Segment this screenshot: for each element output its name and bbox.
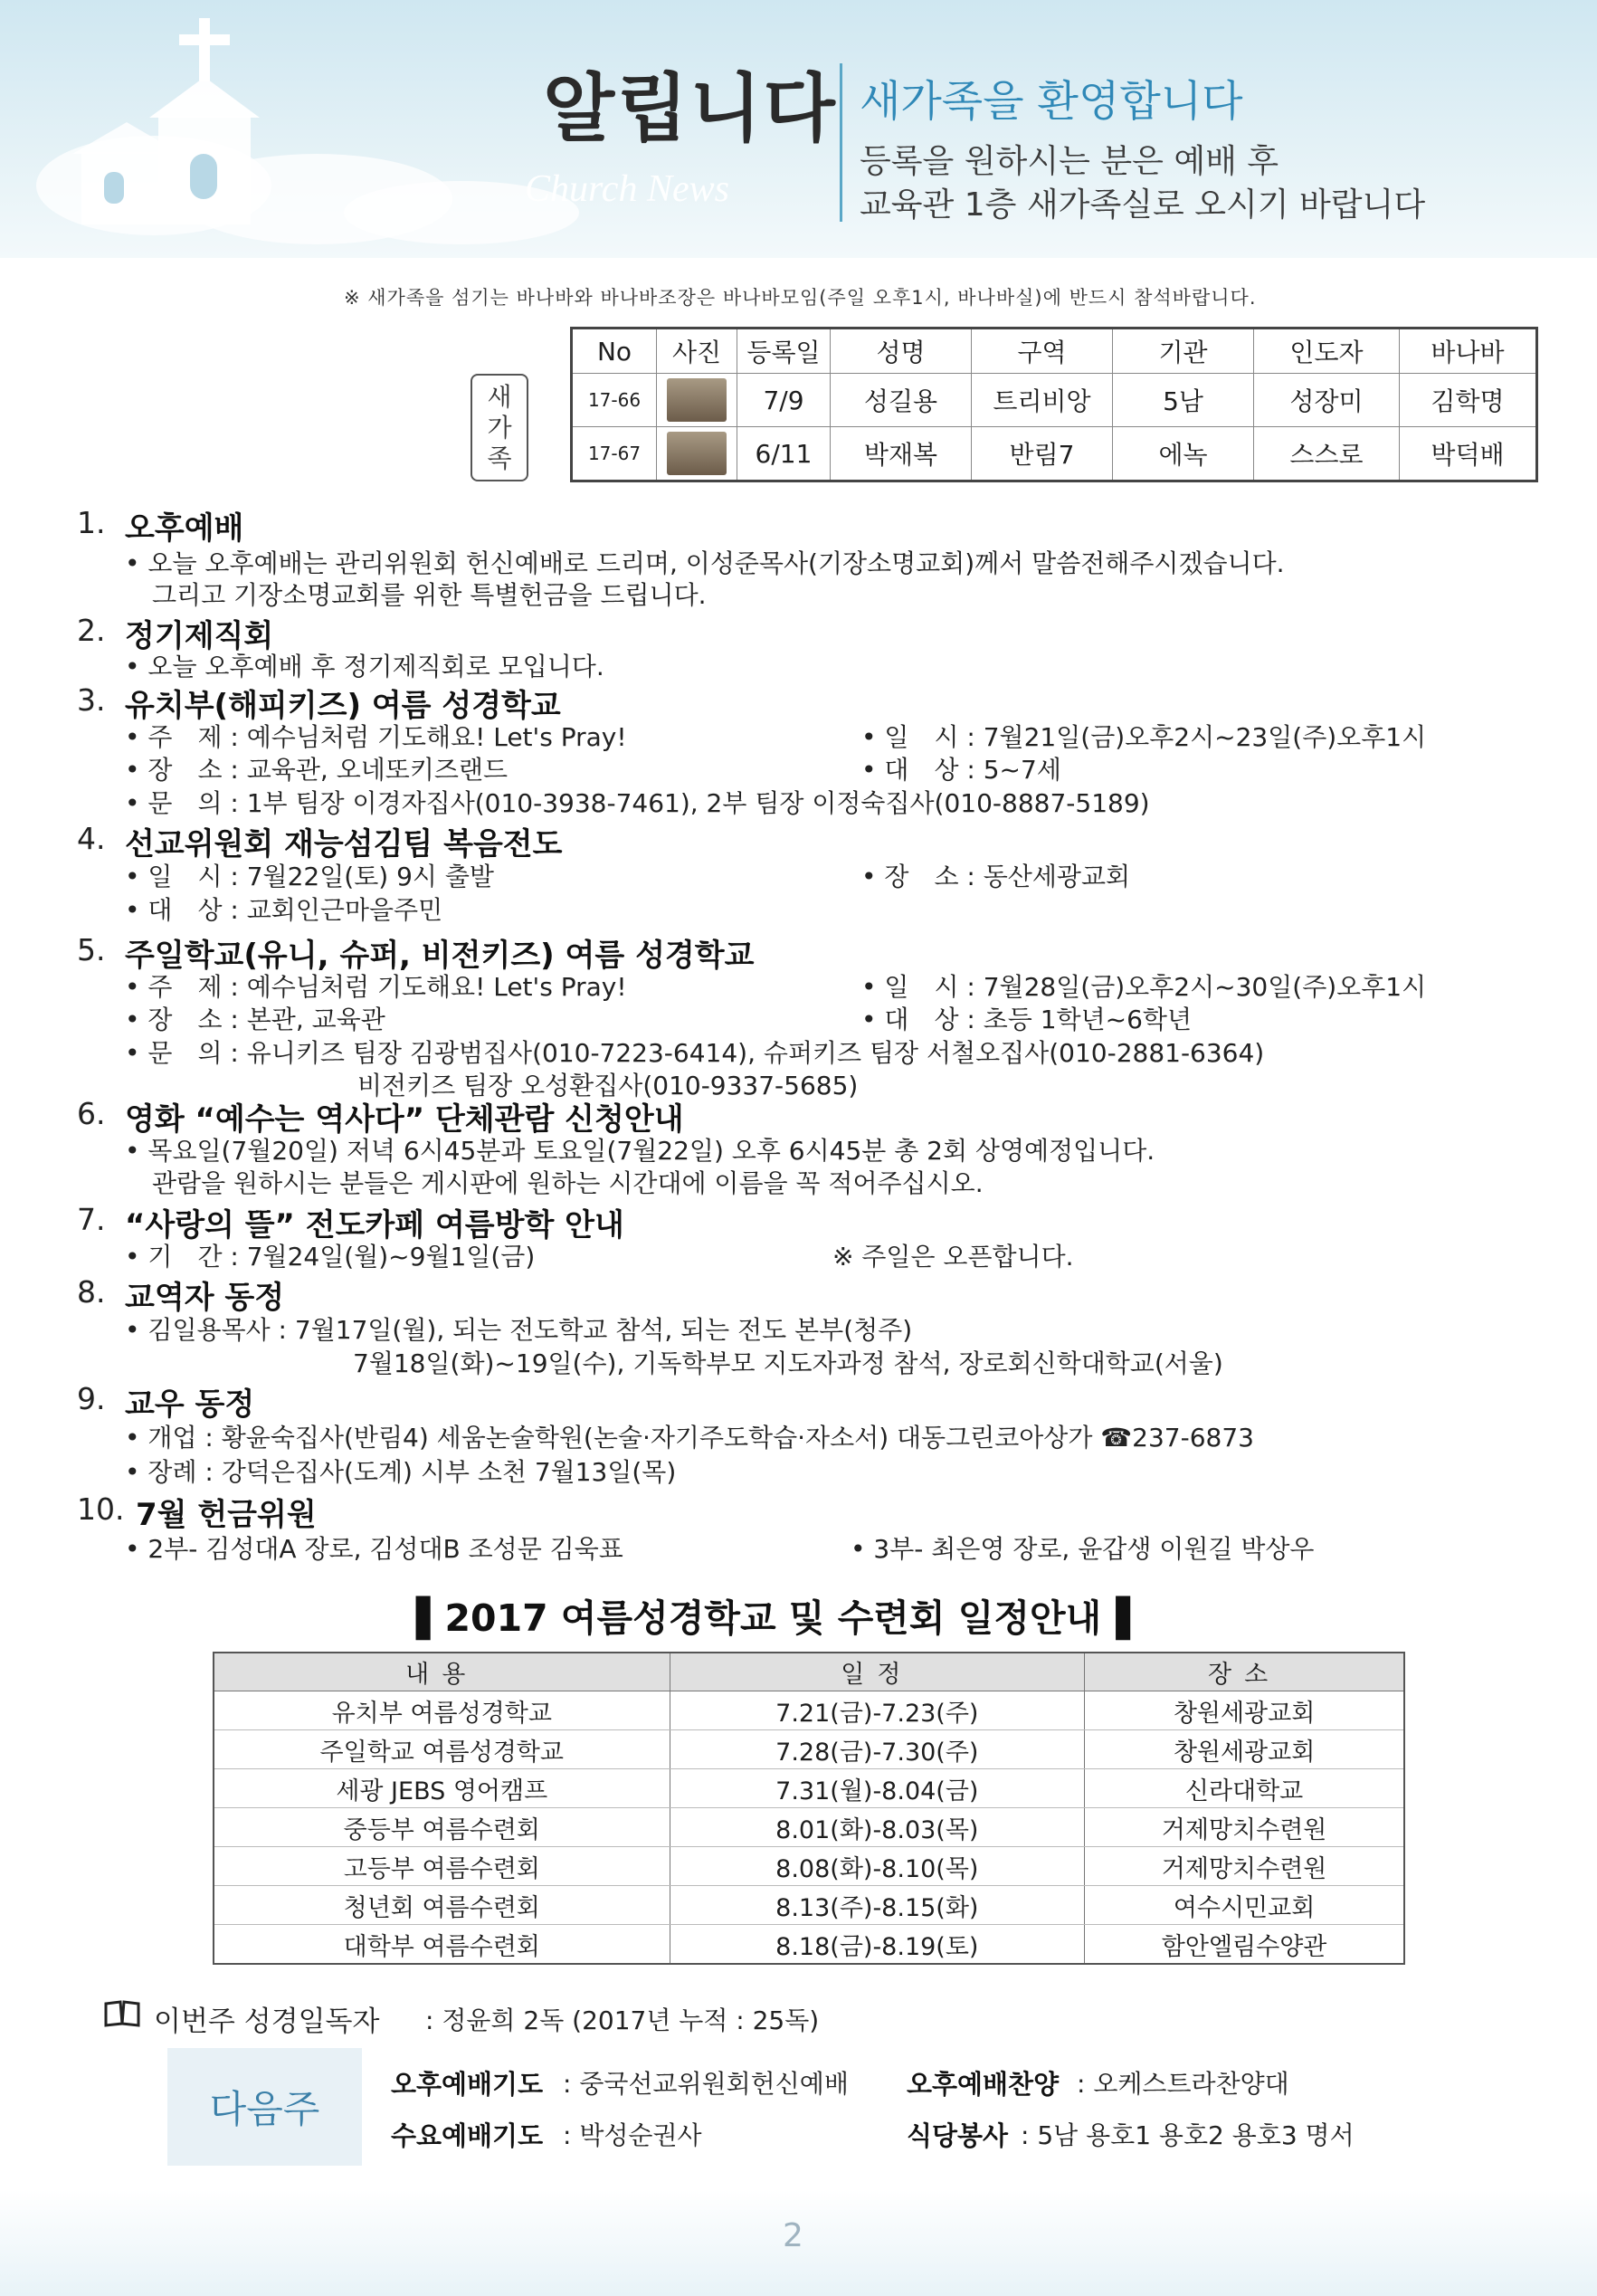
- schedule-event: 세광 JEBS 영어캠프: [214, 1769, 670, 1808]
- section-line: • 일 시 : 7월28일(금)오후2시~30일(주)오후1시: [861, 972, 1427, 1002]
- next-week-label: 다음주: [209, 2087, 320, 2131]
- cell-org: 5남: [1113, 374, 1254, 427]
- schedule-title: ▌2017 여름성경학교 및 수련회 일정안내▐: [416, 1596, 1130, 1640]
- section-line: • 일 시 : 7월21일(금)오후2시~23일(주)오후1시: [861, 722, 1427, 752]
- cell-district: 트리비앙: [972, 374, 1113, 427]
- section-number: 3.: [77, 682, 106, 718]
- cell-photo: [657, 427, 737, 481]
- section-number: 1.: [77, 505, 106, 540]
- cell-date: 7/9: [737, 374, 831, 427]
- column-header: 인도자: [1254, 329, 1400, 374]
- section-line: • 일 시 : 7월22일(토) 9시 출발: [125, 862, 494, 891]
- section-line: • 대 상 : 교회인근마을주민: [125, 895, 443, 925]
- table-row: [214, 1730, 1404, 1769]
- section-number: 5.: [77, 932, 106, 967]
- section-number: 7.: [77, 1202, 106, 1237]
- section-line: • 문 의 : 유니키즈 팀장 김광범집사(010-7223-6414), 슈퍼키즈 팀장 서철오집사(010-2881-6364): [125, 1038, 1265, 1068]
- new-family-badge: [471, 374, 528, 481]
- schedule-place: 여수시민교회: [1085, 1886, 1404, 1925]
- section-line: • 3부- 최은영 장로, 윤갑생 이원길 박상우: [851, 1534, 1315, 1564]
- schedule-table: [213, 1652, 1405, 1965]
- table-row: [572, 374, 1537, 427]
- section-line: • 목요일(7월20일) 저녁 6시45분과 토요일(7월22일) 오후 6시45분 총 2회 상영예정입니다.: [125, 1136, 1155, 1166]
- schedule-place: 창원세광교회: [1085, 1730, 1404, 1769]
- cell-barnabas: 박덕배: [1400, 427, 1537, 481]
- section-number: 6.: [77, 1096, 106, 1131]
- bible-reading-label: 이번주 성경일독자: [154, 2005, 380, 2038]
- table-row: [214, 1886, 1404, 1925]
- section-line: 비전키즈 팀장 오성환집사(010-9337-5685): [357, 1071, 859, 1100]
- section-title: “사랑의 뜰” 전도카페 여름방학 안내: [125, 1207, 624, 1243]
- column-header: 일정: [670, 1653, 1085, 1691]
- member-photo: [667, 378, 727, 422]
- section-line: • 장례 : 강덕은집사(도계) 시부 소천 7월13일(목): [125, 1457, 677, 1487]
- section-title: 정기제직회: [125, 618, 274, 654]
- schedule-place: 신라대학교: [1085, 1769, 1404, 1808]
- column-header: 장소: [1085, 1653, 1404, 1691]
- schedule-event: 주일학교 여름성경학교: [214, 1730, 670, 1769]
- section-number: 4.: [77, 821, 106, 856]
- section-line: 7월18일(화)~19일(수), 기독학부모 지도자과정 참석, 장로회신학대학교(서울): [353, 1348, 1223, 1378]
- schedule-place: 거제망치수련원: [1085, 1847, 1404, 1886]
- book-icon: [104, 2000, 140, 2031]
- section-line: ※ 주일은 오픈합니다.: [832, 1242, 1074, 1272]
- section-line: • 오늘 오후예배는 관리위원회 헌신예배로 드리며, 이성준목사(기장소명교회)께서 말씀전해주시겠습니다.: [125, 548, 1285, 578]
- schedule-place: 거제망치수련원: [1085, 1808, 1404, 1847]
- table-row: [214, 1808, 1404, 1847]
- schedule-dates: 7.31(월)-8.04(금): [670, 1769, 1085, 1808]
- section-line: • 대 상 : 초등 1학년~6학년: [861, 1005, 1193, 1034]
- column-header: 등록일: [737, 329, 831, 374]
- section-line: 그리고 기장소명교회를 위한 특별헌금을 드립니다.: [152, 580, 707, 610]
- column-header: 바나바: [1400, 329, 1537, 374]
- bible-reading-value: : 정윤희 2독 (2017년 누적 : 25독): [425, 2005, 820, 2035]
- section-number: 10.: [77, 1491, 125, 1527]
- welcome-line-2: 교육관 1층 새가족실로 오시기 바랍니다: [860, 186, 1426, 224]
- meal-service-value: : 5남 용호1 용호2 용호3 명서: [1021, 2120, 1355, 2150]
- schedule-event: 청년회 여름수련회: [214, 1886, 670, 1925]
- welcome-title: 새가족을 환영합니다: [860, 77, 1243, 127]
- column-header: 구역: [972, 329, 1113, 374]
- column-header: No: [572, 329, 657, 374]
- section-title: 선교위원회 재능섬김팀 복음전도: [125, 826, 563, 862]
- column-header: 내용: [214, 1653, 670, 1691]
- member-photo: [667, 432, 727, 475]
- section-line: • 김일용목사 : 7월17일(월), 되는 전도학교 참석, 되는 전도 본부(청주): [125, 1315, 913, 1345]
- schedule-place: 함안엘림수양관: [1085, 1925, 1404, 1965]
- section-line: • 개업 : 황윤숙집사(반림4) 세움논술학원(논술·자기주도학습·자소서) 대동그린코아상가 ☎237-6873: [125, 1423, 1254, 1453]
- section-line: • 장 소 : 본관, 교육관: [125, 1005, 385, 1034]
- table-row: [214, 1847, 1404, 1886]
- section-title: 7월 헌금위원: [136, 1497, 317, 1533]
- meal-service-label: 식당봉사: [907, 2120, 1009, 2151]
- section-title: 교역자 동정: [125, 1280, 285, 1316]
- cell-district: 반림7: [972, 427, 1113, 481]
- section-line: • 주 제 : 예수님처럼 기도해요! Let's Pray!: [125, 722, 627, 752]
- schedule-event: 유치부 여름성경학교: [214, 1691, 670, 1730]
- cell-org: 에녹: [1113, 427, 1254, 481]
- table-row: [572, 427, 1537, 481]
- section-title: 유치부(해피키즈) 여름 성경학교: [125, 688, 561, 724]
- table-header-row: [214, 1653, 1404, 1691]
- table-row: [214, 1925, 1404, 1965]
- welcome-line-1: 등록을 원하시는 분은 예배 후: [860, 143, 1279, 180]
- section-title: 영화 “예수는 역사다” 단체관람 신청안내: [125, 1101, 684, 1138]
- column-header: 사진: [657, 329, 737, 374]
- prayer-value: : 중국선교위원회헌신예배: [563, 2069, 849, 2099]
- section-number: 8.: [77, 1274, 106, 1310]
- barnabas-note: ※ 새가족을 섬기는 바나바와 바나바조장은 바나바모임(주일 오후1시, 바나바실)에 반드시 참석바랍니다.: [344, 287, 1257, 309]
- section-title: 교우 동정: [125, 1386, 255, 1423]
- badge-char: 족: [487, 443, 512, 473]
- cell-no: 17-67: [572, 427, 657, 481]
- praise-label: 오후예배찬양: [907, 2069, 1060, 2100]
- schedule-place: 창원세광교회: [1085, 1691, 1404, 1730]
- table-header-row: [572, 329, 1537, 374]
- schedule-dates: 8.01(화)-8.03(목): [670, 1808, 1085, 1847]
- section-line: • 대 상 : 5~7세: [861, 755, 1061, 785]
- cell-photo: [657, 374, 737, 427]
- schedule-dates: 8.18(금)-8.19(토): [670, 1925, 1085, 1965]
- page-subtitle: Church News: [525, 168, 729, 210]
- schedule-event: 고등부 여름수련회: [214, 1847, 670, 1886]
- schedule-dates: 7.28(금)-7.30(주): [670, 1730, 1085, 1769]
- column-header: 기관: [1113, 329, 1254, 374]
- badge-char: 새: [487, 381, 512, 412]
- section-line: 관람을 원하시는 분들은 게시판에 원하는 시간대에 이름을 꼭 적어주십시오.: [152, 1168, 984, 1198]
- section-line: • 장 소 : 동산세광교회: [861, 862, 1131, 891]
- new-family-table: [570, 327, 1538, 482]
- header-divider: [840, 63, 842, 222]
- section-line: • 문 의 : 1부 팀장 이경자집사(010-3938-7461), 2부 팀장 이정숙집사(010-8887-5189): [125, 788, 1150, 818]
- section-number: 2.: [77, 613, 106, 648]
- section-line: • 장 소 : 교육관, 오네또키즈랜드: [125, 755, 509, 785]
- schedule-event: 대학부 여름수련회: [214, 1925, 670, 1965]
- section-title: 주일학교(유니, 슈퍼, 비전키즈) 여름 성경학교: [125, 938, 755, 974]
- cell-barnabas: 김학명: [1400, 374, 1537, 427]
- prayer-label: 오후예배기도: [391, 2069, 544, 2100]
- cell-guide: 스스로: [1254, 427, 1400, 481]
- table-row: [214, 1769, 1404, 1808]
- page-number: 2: [783, 2217, 803, 2254]
- wednesday-prayer-label: 수요예배기도: [391, 2120, 544, 2151]
- cell-date: 6/11: [737, 427, 831, 481]
- section-line: • 오늘 오후예배 후 정기제직회로 모입니다.: [125, 652, 604, 681]
- column-header: 성명: [831, 329, 972, 374]
- section-line: • 주 제 : 예수님처럼 기도해요! Let's Pray!: [125, 972, 627, 1002]
- section-line: • 2부- 김성대A 장로, 김성대B 조성문 김욱표: [125, 1534, 623, 1564]
- schedule-dates: 8.13(주)-8.15(화): [670, 1886, 1085, 1925]
- section-number: 9.: [77, 1381, 106, 1416]
- next-week-badge: [167, 2048, 362, 2166]
- table-row: [214, 1691, 1404, 1730]
- schedule-dates: 8.08(화)-8.10(목): [670, 1847, 1085, 1886]
- wednesday-prayer-value: : 박성순권사: [563, 2120, 702, 2150]
- cell-name: 성길용: [831, 374, 972, 427]
- badge-char: 가: [487, 412, 512, 443]
- section-title: 오후예배: [125, 510, 244, 547]
- schedule-dates: 7.21(금)-7.23(주): [670, 1691, 1085, 1730]
- schedule-event: 중등부 여름수련회: [214, 1808, 670, 1847]
- page-title: 알립니다: [543, 66, 837, 152]
- section-line: • 기 간 : 7월24일(월)~9월1일(금): [125, 1242, 536, 1272]
- praise-value: : 오케스트라찬양대: [1077, 2069, 1289, 2099]
- cell-name: 박재복: [831, 427, 972, 481]
- cell-guide: 성장미: [1254, 374, 1400, 427]
- cell-no: 17-66: [572, 374, 657, 427]
- church-icon: [63, 18, 362, 226]
